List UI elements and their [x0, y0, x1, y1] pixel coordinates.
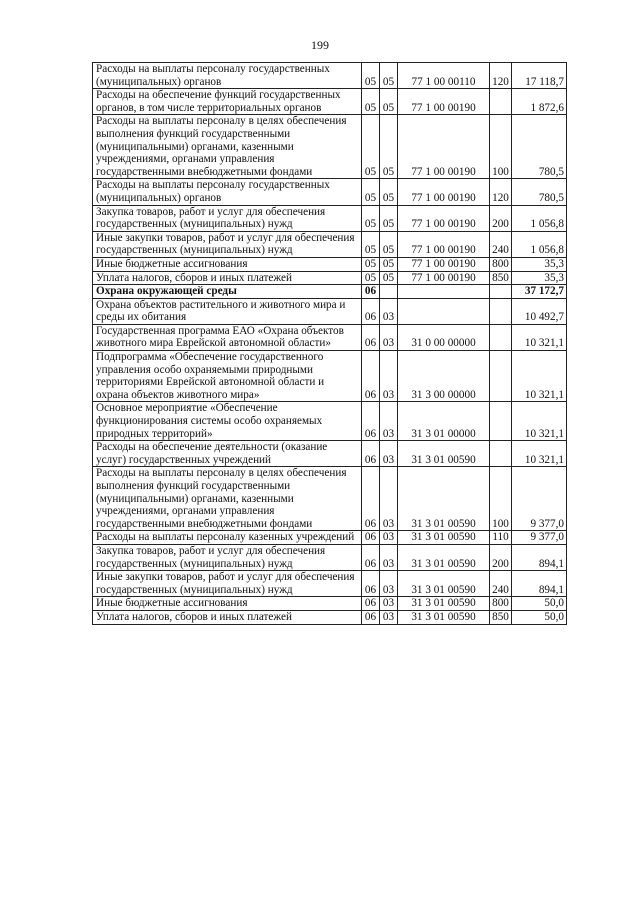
row-name: Охрана окружающей среды	[93, 285, 362, 299]
row-section: 05	[362, 271, 380, 285]
row-expense-type: 110	[490, 531, 512, 545]
row-name: Расходы на выплаты персоналу в целях обеспечения выполнения функций государственными (муниципальными) органами, казенными учреждениями, органами управления государственными внебюджетными фондами	[93, 115, 362, 179]
row-expense-type: 100	[490, 467, 512, 531]
table-row	[93, 544, 567, 570]
row-subsection: 05	[380, 63, 398, 89]
row-name: Иные бюджетные ассигнования	[93, 257, 362, 271]
row-name: Расходы на выплаты персоналу государственных (муниципальных) органов	[93, 179, 362, 205]
row-subsection: 03	[380, 531, 398, 545]
table-row	[93, 89, 567, 115]
row-section: 06	[362, 597, 380, 611]
row-target-code: 77 1 00 00190	[398, 205, 490, 231]
row-amount: 10 321,1	[512, 351, 567, 402]
row-target-code: 77 1 00 00110	[398, 63, 490, 89]
row-section: 06	[362, 571, 380, 597]
row-target-code: 77 1 00 00190	[398, 271, 490, 285]
row-section: 06	[362, 285, 380, 299]
budget-table-body	[93, 63, 567, 625]
table-row	[93, 531, 567, 545]
row-target-code: 31 3 01 00590	[398, 597, 490, 611]
row-name: Расходы на обеспечение функций государственных органов, в том числе территориальных органов	[93, 89, 362, 115]
row-expense-type	[490, 441, 512, 467]
table-row	[93, 571, 567, 597]
row-subsection: 03	[380, 467, 398, 531]
row-section: 06	[362, 402, 380, 441]
row-name: Подпрограмма «Обеспечение государственного управления особо охраняемыми природными территориями Еврейской автономной области и охрана объектов животного мира»	[93, 351, 362, 402]
table-row	[93, 257, 567, 271]
row-subsection: 03	[380, 298, 398, 324]
row-amount: 17 118,7	[512, 63, 567, 89]
row-amount: 35,3	[512, 271, 567, 285]
row-section: 05	[362, 231, 380, 257]
row-amount: 50,0	[512, 597, 567, 611]
row-expense-type	[490, 89, 512, 115]
row-subsection: 03	[380, 610, 398, 624]
row-subsection: 05	[380, 205, 398, 231]
row-section: 05	[362, 89, 380, 115]
row-section: 05	[362, 115, 380, 179]
row-name: Закупка товаров, работ и услуг для обеспечения государственных (муниципальных) нужд	[93, 544, 362, 570]
row-section: 06	[362, 531, 380, 545]
row-amount: 10 321,1	[512, 441, 567, 467]
row-section: 06	[362, 467, 380, 531]
row-section: 06	[362, 610, 380, 624]
page-number: 199	[311, 38, 329, 52]
row-section: 06	[362, 298, 380, 324]
row-section: 05	[362, 257, 380, 271]
row-subsection: 05	[380, 231, 398, 257]
row-name: Охрана объектов растительного и животного мира и среды их обитания	[93, 298, 362, 324]
table-row	[93, 115, 567, 179]
row-name: Расходы на обеспечение деятельности (оказание услуг) государственных учреждений	[93, 441, 362, 467]
row-subsection: 05	[380, 179, 398, 205]
row-expense-type: 240	[490, 571, 512, 597]
row-target-code: 31 3 01 00590	[398, 531, 490, 545]
row-amount: 1 056,8	[512, 205, 567, 231]
row-amount: 10 321,1	[512, 402, 567, 441]
table-row	[93, 205, 567, 231]
row-subsection: 03	[380, 402, 398, 441]
row-subsection: 03	[380, 544, 398, 570]
row-name: Иные бюджетные ассигнования	[93, 597, 362, 611]
table-row	[93, 402, 567, 441]
row-expense-type	[490, 402, 512, 441]
row-target-code: 31 3 01 00590	[398, 467, 490, 531]
row-expense-type: 800	[490, 597, 512, 611]
row-target-code: 77 1 00 00190	[398, 179, 490, 205]
row-section: 05	[362, 205, 380, 231]
row-section: 05	[362, 179, 380, 205]
row-section: 06	[362, 441, 380, 467]
row-subsection: 05	[380, 89, 398, 115]
row-subsection: 05	[380, 115, 398, 179]
row-amount: 894,1	[512, 571, 567, 597]
row-target-code: 31 3 01 00000	[398, 402, 490, 441]
table-row	[93, 467, 567, 531]
row-expense-type	[490, 285, 512, 299]
row-subsection: 05	[380, 257, 398, 271]
row-expense-type: 850	[490, 610, 512, 624]
row-expense-type	[490, 298, 512, 324]
row-name: Закупка товаров, работ и услуг для обеспечения государственных (муниципальных) нужд	[93, 205, 362, 231]
row-expense-type: 200	[490, 544, 512, 570]
row-amount: 780,5	[512, 115, 567, 179]
row-target-code: 77 1 00 00190	[398, 231, 490, 257]
row-expense-type: 850	[490, 271, 512, 285]
budget-table	[92, 62, 567, 625]
table-row	[93, 597, 567, 611]
row-expense-type: 120	[490, 63, 512, 89]
row-amount: 894,1	[512, 544, 567, 570]
row-target-code: 31 3 01 00590	[398, 544, 490, 570]
row-amount: 35,3	[512, 257, 567, 271]
table-row	[93, 610, 567, 624]
row-target-code: 31 3 01 00590	[398, 441, 490, 467]
row-name: Иные закупки товаров, работ и услуг для обеспечения государственных (муниципальных) нужд	[93, 571, 362, 597]
row-amount: 50,0	[512, 610, 567, 624]
row-name: Основное мероприятие «Обеспечение функционирования системы особо охраняемых природных территорий»	[93, 402, 362, 441]
row-target-code: 31 3 00 00000	[398, 351, 490, 402]
row-expense-type: 200	[490, 205, 512, 231]
row-section: 06	[362, 324, 380, 350]
table-row	[93, 179, 567, 205]
row-target-code: 31 3 01 00590	[398, 610, 490, 624]
row-amount: 10 492,7	[512, 298, 567, 324]
table-row	[93, 441, 567, 467]
row-target-code: 77 1 00 00190	[398, 89, 490, 115]
row-name: Уплата налогов, сборов и иных платежей	[93, 271, 362, 285]
table-row	[93, 231, 567, 257]
row-expense-type	[490, 324, 512, 350]
row-section: 06	[362, 544, 380, 570]
row-expense-type: 800	[490, 257, 512, 271]
table-row-section-total	[93, 285, 567, 299]
row-subsection: 03	[380, 597, 398, 611]
row-expense-type: 120	[490, 179, 512, 205]
row-section: 05	[362, 63, 380, 89]
row-subsection: 03	[380, 571, 398, 597]
row-target-code	[398, 285, 490, 299]
row-name: Государственная программа ЕАО «Охрана объектов животного мира Еврейской автономной области»	[93, 324, 362, 350]
row-name: Уплата налогов, сборов и иных платежей	[93, 610, 362, 624]
row-expense-type: 240	[490, 231, 512, 257]
row-target-code	[398, 298, 490, 324]
row-amount: 37 172,7	[512, 285, 567, 299]
row-subsection: 03	[380, 351, 398, 402]
row-subsection: 05	[380, 271, 398, 285]
row-amount: 1 056,8	[512, 231, 567, 257]
table-row	[93, 351, 567, 402]
row-amount: 9 377,0	[512, 531, 567, 545]
row-expense-type: 100	[490, 115, 512, 179]
row-target-code: 31 0 00 00000	[398, 324, 490, 350]
table-row	[93, 63, 567, 89]
row-amount: 1 872,6	[512, 89, 567, 115]
row-name: Иные закупки товаров, работ и услуг для обеспечения государственных (муниципальных) нужд	[93, 231, 362, 257]
row-name: Расходы на выплаты персоналу государственных (муниципальных) органов	[93, 63, 362, 89]
row-target-code: 77 1 00 00190	[398, 115, 490, 179]
row-subsection: 03	[380, 324, 398, 350]
table-row	[93, 298, 567, 324]
table-row	[93, 271, 567, 285]
row-section: 06	[362, 351, 380, 402]
row-subsection	[380, 285, 398, 299]
row-target-code: 31 3 01 00590	[398, 571, 490, 597]
row-target-code: 77 1 00 00190	[398, 257, 490, 271]
row-name: Расходы на выплаты персоналу в целях обеспечения выполнения функций государственными (муниципальными) органами, казенными учреждениями, органами управления государственными внебюджетными фондами	[93, 467, 362, 531]
table-row	[93, 324, 567, 350]
row-amount: 10 321,1	[512, 324, 567, 350]
row-amount: 9 377,0	[512, 467, 567, 531]
row-name: Расходы на выплаты персоналу казенных учреждений	[93, 531, 362, 545]
row-amount: 780,5	[512, 179, 567, 205]
row-expense-type	[490, 351, 512, 402]
row-subsection: 03	[380, 441, 398, 467]
